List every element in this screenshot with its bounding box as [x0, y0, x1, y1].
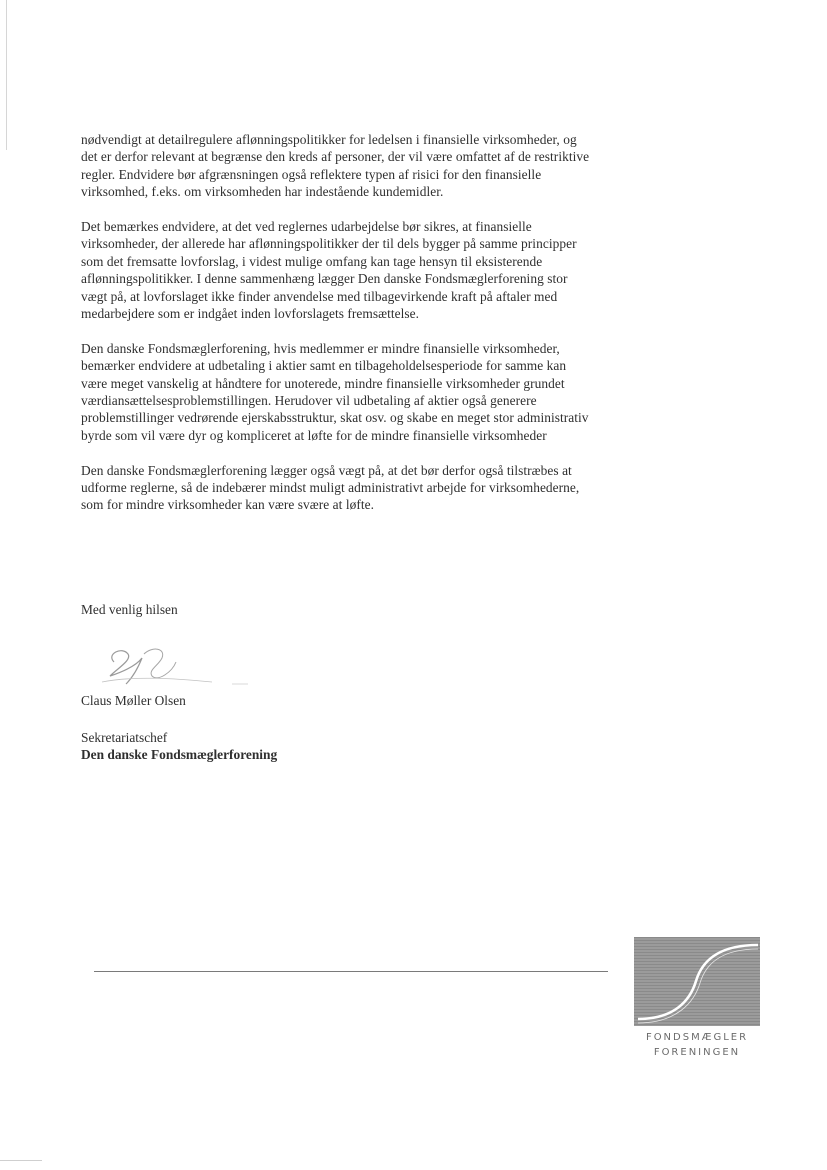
paragraph-3: Den danske Fondsmæglerforening, hvis medlemmer er mindre finansielle virksomheder, bemærker endvidere at udbetaling i aktier samt en tilbageholdelsesperiode for samme kan være meget vanskelig at håndtere for unoterede, mindre finansielle virksomheder grundet værdiansættelsesproblemstillingen. Herudover vil udbetaling af aktier også generere problemstillinger vedrørende ejerskabsstruktur, skat osv. og skabe en meget stor administrativ byrde som vil være dyr og kompliceret at løfte for de mindre finansielle virksomheder — [81, 340, 589, 443]
signer-title: Sekretariatschef — [81, 730, 168, 745]
paragraph-1: nødvendigt at detailregulere aflønningspolitikker for ledelsen i finansielle virksomheder, og det er derfor relevant at begrænse den kreds af personer, der vil være omfattet af de restriktive regler. Endvidere bør afgrænsningen også reflektere typen af risici for den finansielle virksomhed, f.eks. om virksomheden har indestående kundemidler. — [81, 132, 590, 200]
fondsmaegler-logo-icon — [634, 937, 760, 1026]
footer-divider — [94, 971, 608, 972]
signer-organization: Den danske Fondsmæglerforening — [81, 747, 278, 762]
paragraph-2: Det bemærkes endvidere, at det ved reglernes udarbejdelse bør sikres, at finansielle virksomheder, der allerede har aflønningspolitikker der til dels bygger på samme principper som det fremsatte lovforslag, i videst mulige omfang kan tage hensyn til eksisterende aflønningspolitikker. I denne sammenhæng lægger Den danske Fondsmæglerforening stor vægt på, at lovforslaget ikke finder anvendelse med tilbagevirkende kraft på aftaler med medarbejdere som er indgået inden lovforslagets fremsættelse. — [81, 219, 577, 322]
signer-name: Claus Møller Olsen — [81, 693, 186, 708]
closing-greeting: Med venlig hilsen — [81, 602, 178, 617]
page-edge-line — [6, 0, 7, 150]
letter-body — [81, 131, 701, 531]
handwritten-signature-icon — [92, 632, 252, 692]
page-bottom-mark — [0, 1160, 42, 1161]
fondsmaegler-logo — [634, 937, 760, 1072]
logo-text-line2: FORENINGEN — [653, 1047, 741, 1058]
paragraph-4: Den danske Fondsmæglerforening lægger også vægt på, at det bør derfor også tilstræbes at udforme reglerne, så de indebærer mindst muligt administrativt arbejde for virksomhederne, som for mindre virksomheder kan være svære at løfte. — [81, 462, 580, 513]
logo-text-line1: FONDSMÆGLER — [645, 1032, 749, 1043]
